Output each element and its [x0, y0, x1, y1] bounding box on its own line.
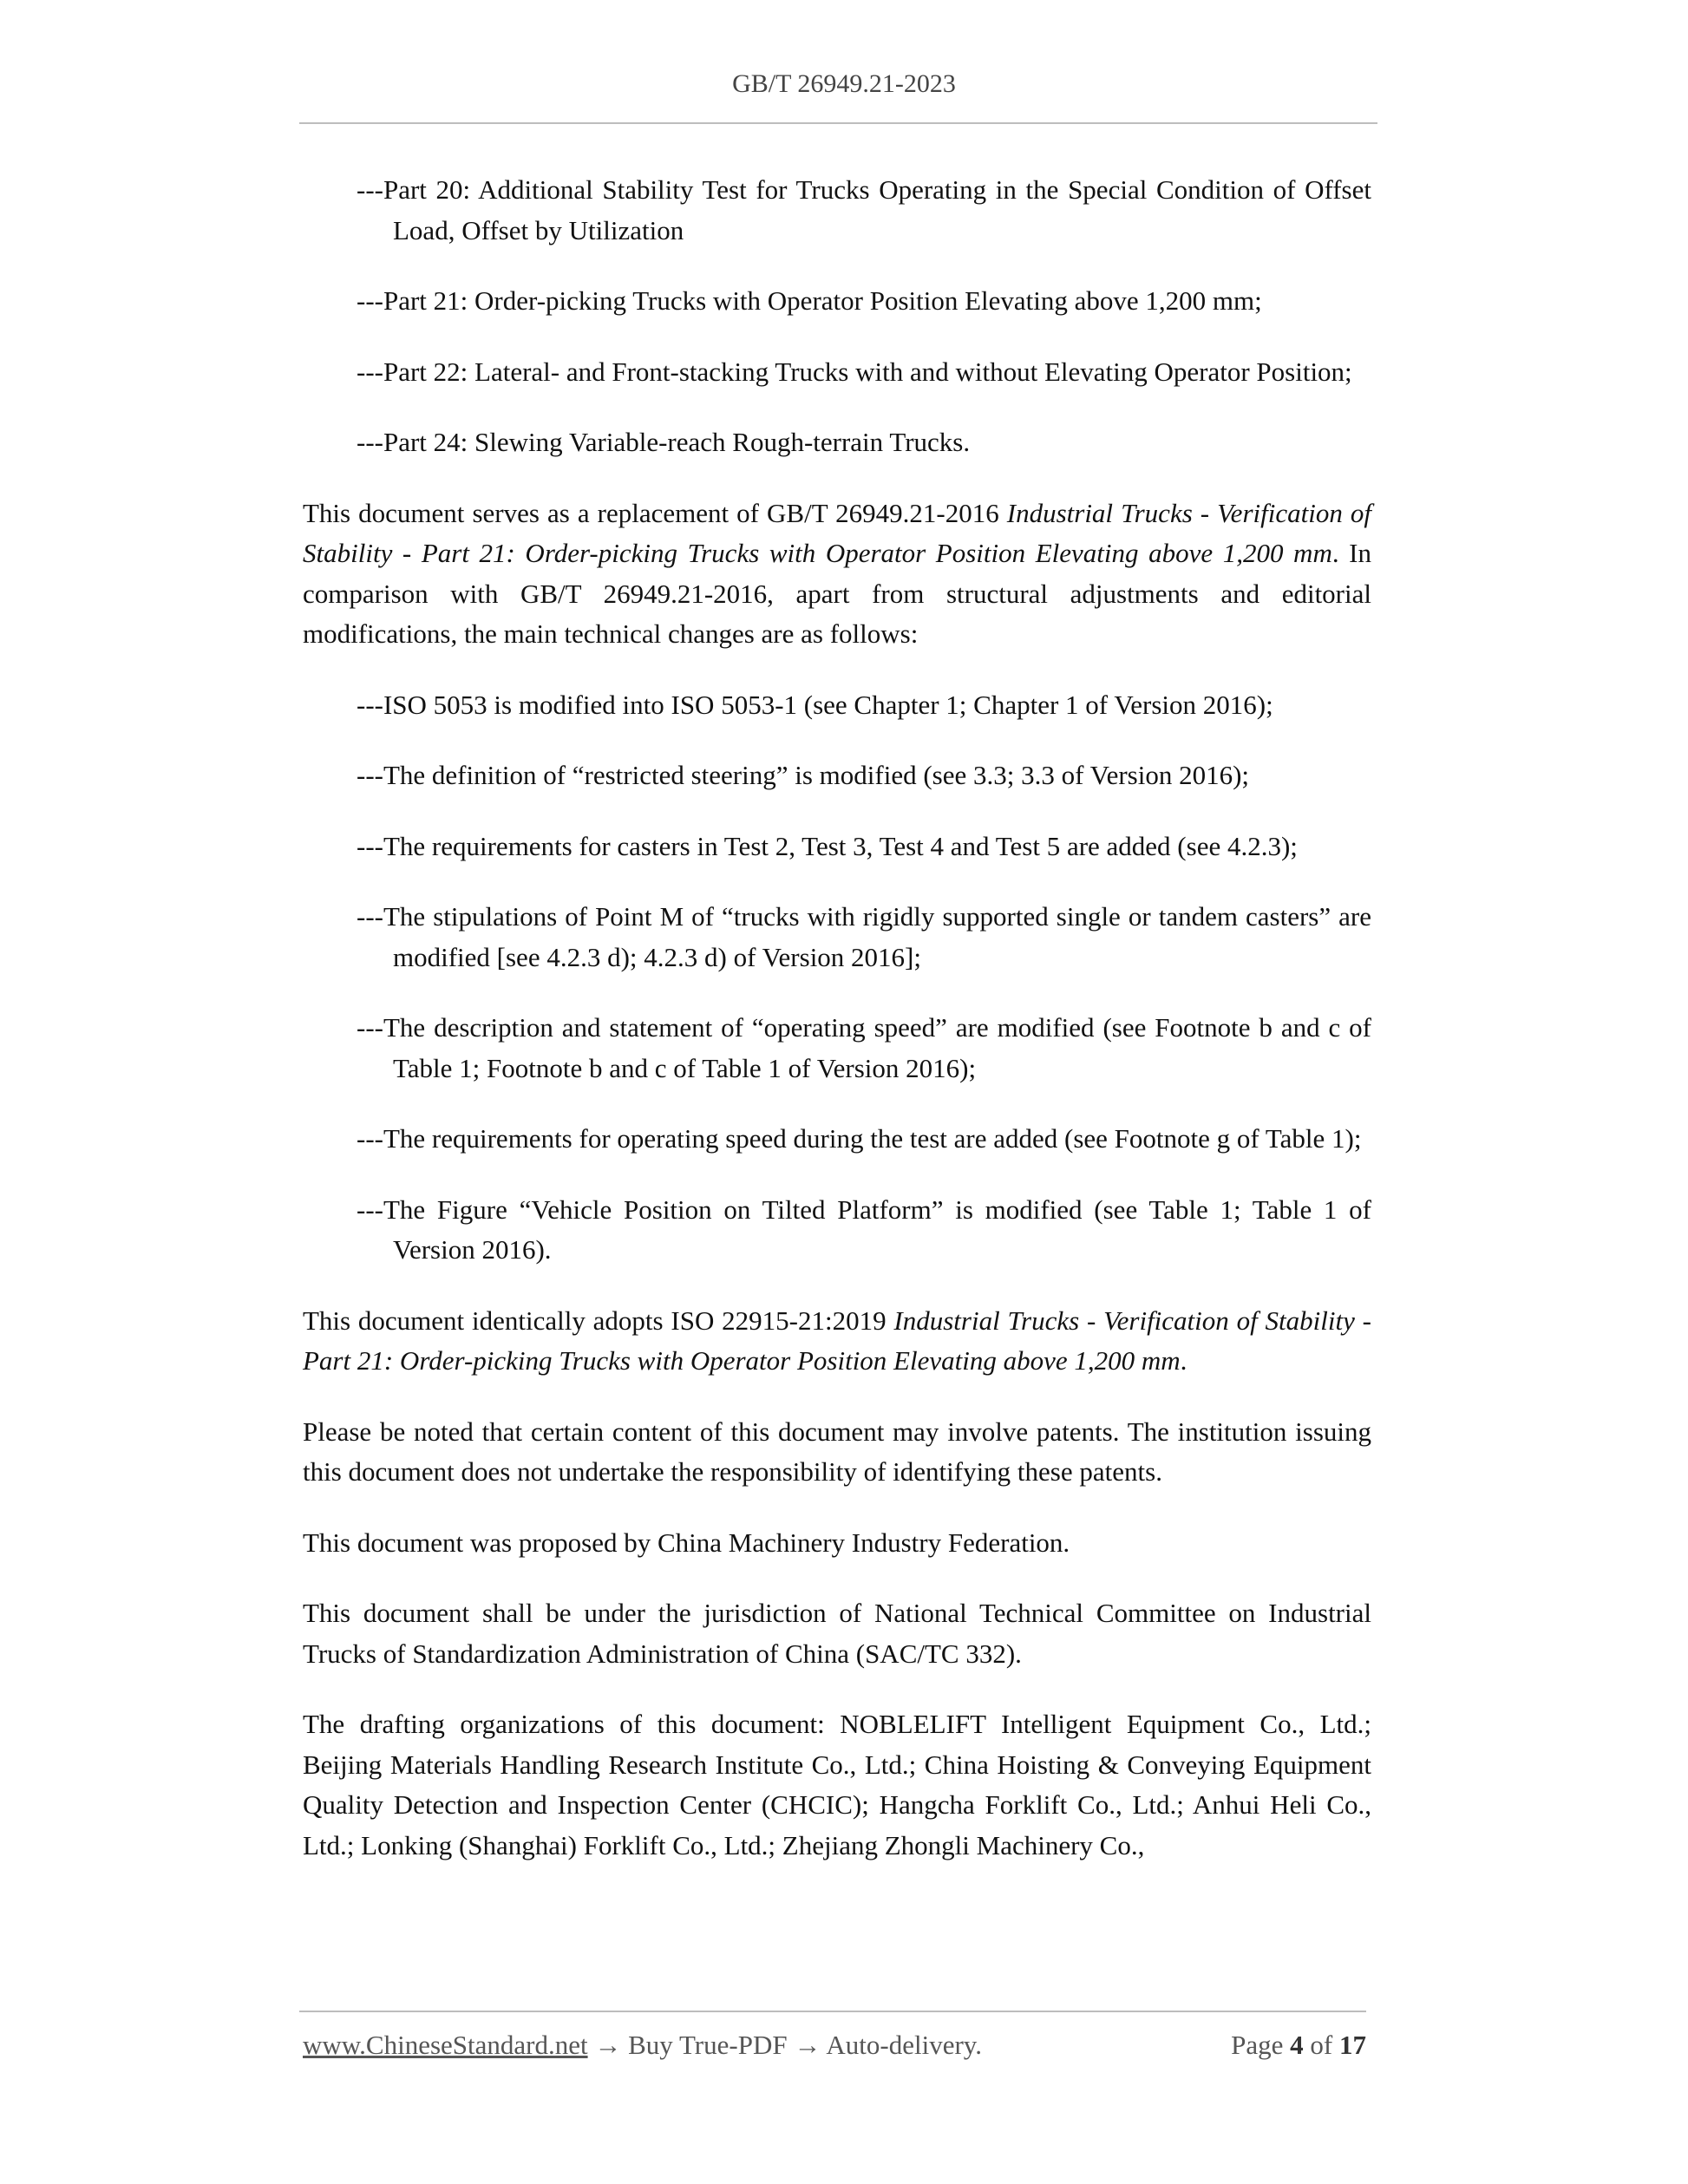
replacement-paragraph	[303, 494, 1371, 655]
change-item: ---The description and statement of “operating speed” are modified (see Footnote b and c of Table 1; Footnote b and c of Table 1 of Version 2016);	[357, 1012, 1371, 1083]
proposed-paragraph: This document was proposed by China Machinery Industry Federation.	[303, 1527, 1070, 1558]
jurisdiction-paragraph: This document shall be under the jurisdiction of National Technical Committee on Industrial Trucks of Standardization Administration of China (SAC/TC 332).	[303, 1598, 1371, 1669]
arrow-right-icon: →	[787, 2030, 827, 2060]
buy-pdf-text: Buy True-PDF	[628, 2030, 788, 2060]
adoption-text-2: .	[1180, 1345, 1187, 1376]
change-item: ---ISO 5053 is modified into ISO 5053-1 (see Chapter 1; Chapter 1 of Version 2016);	[357, 689, 1273, 720]
page-footer	[303, 2030, 1366, 2068]
page-header: GB/T 26949.21-2023	[732, 69, 956, 98]
list-item: ---Part 22: Lateral- and Front-stacking Trucks with and without Elevating Operator Position;	[357, 356, 1352, 387]
replacement-text-2: . In comparison with GB/T 26949.21-2016, apart from structural adjustments and editorial modifications, the main technical changes are as follows:	[303, 538, 1372, 649]
patents-paragraph: Please be noted that certain content of this document may involve patents. The institution issuing this document does not undertake the responsibility of identifying these patents.	[303, 1416, 1371, 1487]
drafting-paragraph: The drafting organizations of this document: NOBLELIFT Intelligent Equipment Co., Ltd.; Beijing Materials Handling Research Institute Co., Ltd.; China Hoisting & Conveying Equipment Quality Detection and Inspection Center (CHCIC); Hangcha Forklift Co., Ltd.; Anhui Heli Co., Ltd.; Lonking (Shanghai) Forklift Co., Ltd.; Zhejiang Zhongli Machinery Co.,	[303, 1709, 1371, 1860]
list-item: ---Part 20: Additional Stability Test for Trucks Operating in the Special Condition of Offset Load, Offset by Utilization	[357, 174, 1371, 245]
adoption-standard-title: Industrial Trucks - Verification of Stability - Part 21: Order-picking Trucks with Operator Position Elevating above 1,200 mm	[303, 1305, 1371, 1376]
total-pages: 17	[1339, 2030, 1366, 2060]
change-item: ---The requirements for operating speed during the test are added (see Footnote g of Table 1);	[357, 1123, 1362, 1154]
adoption-paragraph	[303, 1301, 1371, 1382]
replacement-standard-title: Industrial Trucks - Verification of Stability - Part 21: Order-picking Trucks with Operator Position Elevating above 1,200 mm	[303, 497, 1371, 568]
arrow-right-icon: →	[587, 2030, 629, 2060]
footer-divider	[299, 2011, 1366, 2012]
list-item: ---Part 24: Slewing Variable-reach Rough-terrain Trucks.	[357, 427, 971, 457]
change-item: ---The definition of “restricted steering” is modified (see 3.3; 3.3 of Version 2016);	[357, 760, 1250, 790]
list-item: ---Part 21: Order-picking Trucks with Operator Position Elevating above 1,200 mm;	[357, 285, 1262, 316]
page-indicator	[1231, 2030, 1366, 2061]
header-divider	[299, 122, 1377, 124]
footer-promo	[303, 2030, 982, 2061]
change-item: ---The stipulations of Point M of “trucks with rigidly supported single or tandem casters” are modified [see 4.2.3 d); 4.2.3 d) of Version 2016];	[357, 901, 1371, 972]
adoption-text-1: This document identically adopts ISO 22915-21:2019	[303, 1305, 894, 1336]
replacement-text-1: This document serves as a replacement of GB/T 26949.21-2016	[303, 497, 1007, 528]
page-number: 4	[1290, 2030, 1304, 2060]
change-item: ---The requirements for casters in Test 2, Test 3, Test 4 and Test 5 are added (see 4.2.3);	[357, 830, 1298, 861]
of-label: of	[1303, 2030, 1339, 2060]
page-content	[303, 170, 1371, 1896]
website-link[interactable]: www.ChineseStandard.net	[303, 2030, 588, 2060]
page-label: Page	[1231, 2030, 1291, 2060]
change-item: ---The Figure “Vehicle Position on Tilted Platform” is modified (see Table 1; Table 1 of Version 2016).	[357, 1193, 1371, 1265]
auto-delivery-text: Auto-delivery.	[826, 2030, 983, 2060]
